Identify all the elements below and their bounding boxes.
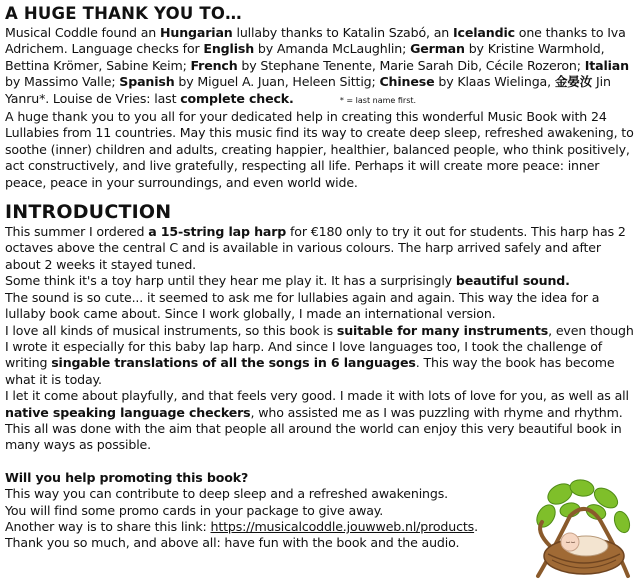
- intro-paragraph-5: I let it come about playfully, and that feels very good. I made it with lots of love for you, as well as all native speaking language checkers, who assisted me as I was puzzling with rhyme and rhythm. This all was done with the aim that people all around the world can enjoy this very beautiful book in many ways as possible.: [5, 388, 629, 453]
- introduction-heading: INTRODUCTION: [5, 201, 172, 224]
- promo-line-4: Thank you so much, and above all: have fun with the book and the audio.: [5, 535, 460, 551]
- document-page: [5, 0, 635, 552]
- promo-line-3: Another way is to share this link: https://musicalcoddle.jouwweb.nl/products.: [5, 518, 478, 534]
- thanks-heading: A HUGE THANK YOU TO…: [5, 4, 242, 23]
- baby-in-nest-illustration: [530, 476, 636, 586]
- products-link[interactable]: https://musicalcoddle.jouwweb.nl/products: [210, 518, 475, 534]
- intro-paragraph-3: The sound is so cute... it seemed to ask me for lullabies again and again. This way the idea for a lullaby book came about. Since I work globally, I made an international version.: [5, 289, 600, 322]
- intro-paragraph-4: I love all kinds of musical instruments, so this book is suitable for many instruments, even though I wrote it especially for this baby lap harp. And since I love languages too, I took the challenge of writing singable translations of all the songs in 6 languages. This way the book has become what it is today.: [5, 322, 634, 387]
- intro-paragraph-1: This summer I ordered a 15-string lap harp for €180 only to try it out for students. This harp has 2 octaves above the central C and is available in various colours. The harp arrived safely and after about 2 weeks it stayed tuned.: [5, 224, 626, 272]
- footnote: * = last name first.: [339, 95, 417, 105]
- promo-question: Will you help promoting this book?: [5, 469, 249, 485]
- thanks-closing-paragraph: A huge thank you to you all for your dedicated help in creating this wonderful Music Book with 24 Lullabies from 11 countries. May this music find its way to create deep sleep, refreshed awakening, to soothe (inner) children and adults, creating happier, healthier, balanced people, who think positively, act constructively, and live gratefully, respecting all life. Perhaps it will create more peace: inner peace, peace in your surroundings, and even world wide.: [5, 109, 634, 190]
- promo-line-2: You will find some promo cards in your package to give away.: [5, 502, 384, 518]
- thanks-paragraph: Musical Coddle found an Hungarian lullaby thanks to Katalin Szabó, an Icelandic one thanks to Iva Adrichem. Language checks for English by Amanda McLaughlin; German by Kristine Warmhold, Bettina Krömer, Sabine Keim; French by Stephane Tenente, Marie Sarah Dib, Cécile Rozeron; Italian by Massimo Valle; Spanish by Miguel A. Juan, Heleen Sittig; Chinese by Klaas Wielinga, 金晏汝 Jin Yanru*. Louise de Vries: last complete check. * = last name first.: [5, 25, 629, 106]
- intro-paragraph-2: Some think it's a toy harp until they hear me play it. It has a surprisingly beautiful sound.: [5, 273, 570, 289]
- promo-line-1: This way you can contribute to deep sleep and a refreshed awakenings.: [5, 486, 448, 502]
